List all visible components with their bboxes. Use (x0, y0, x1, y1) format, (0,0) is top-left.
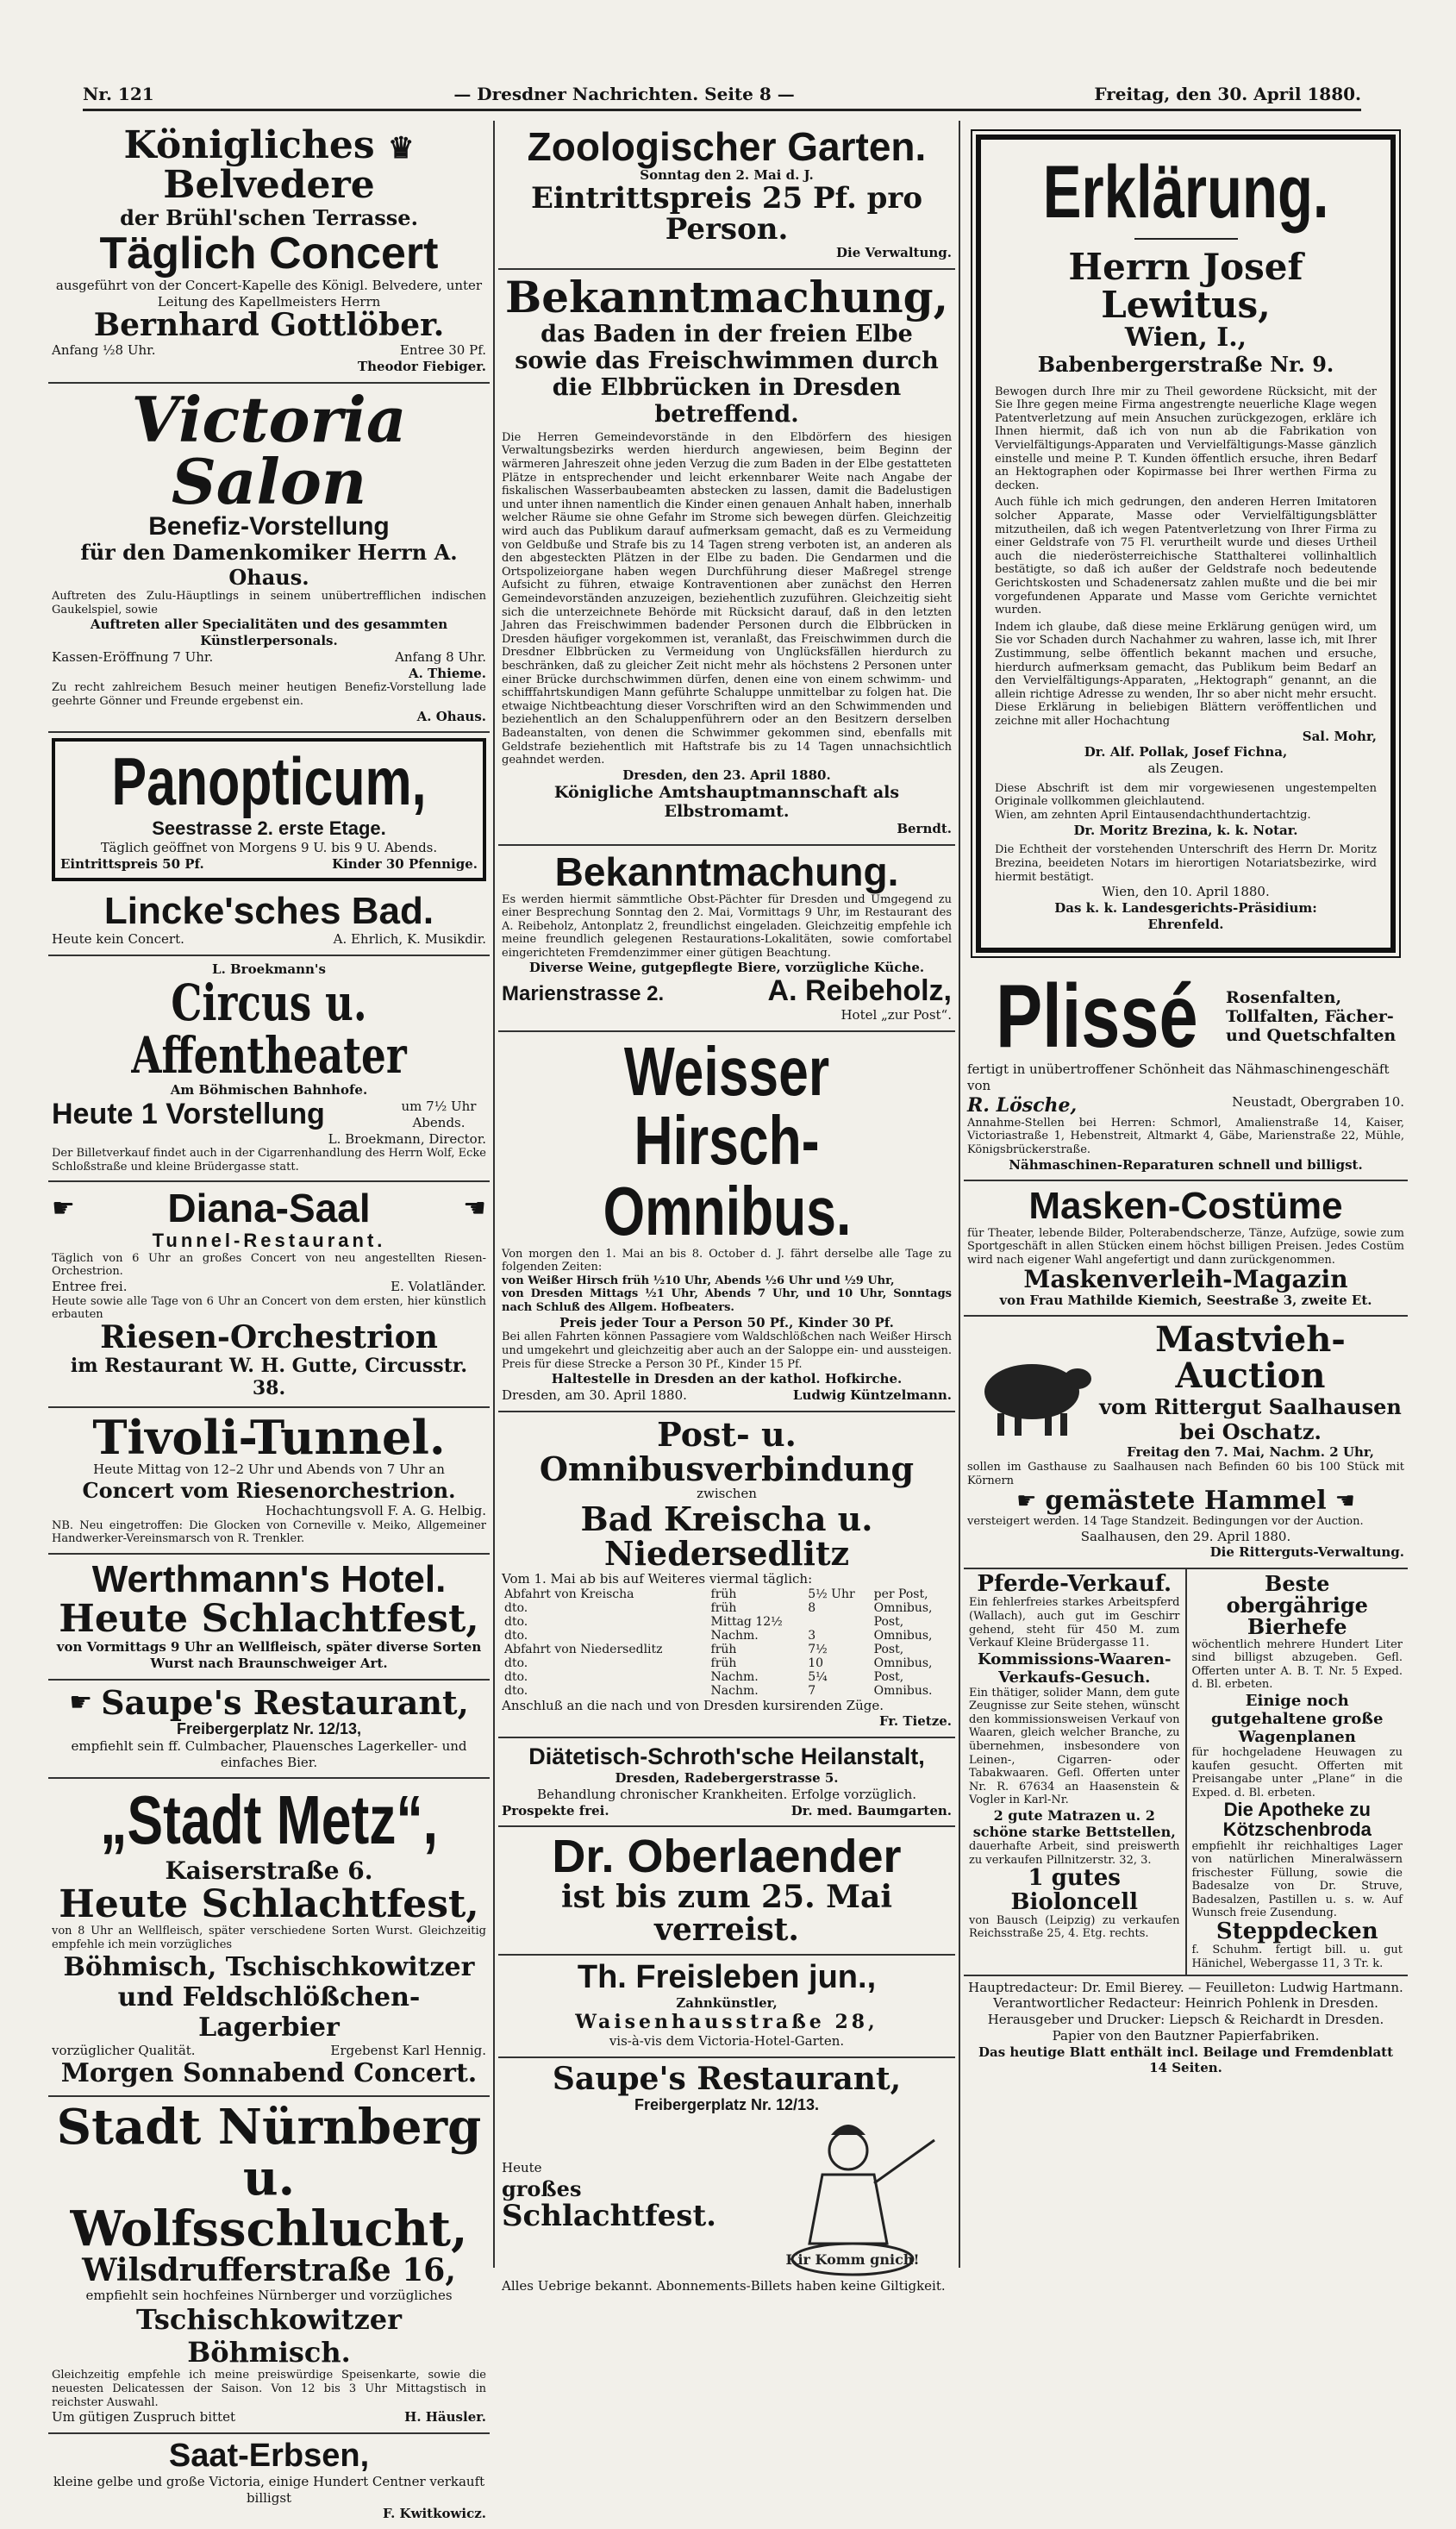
schroth-addr: Dresden, Radebergerstrasse 5. (615, 1770, 839, 1787)
victoria-title: Victoria Salon (131, 382, 407, 518)
plisse-side: Rosenfalten, Tollfalten, Fächer- und Quetschfalten (1226, 988, 1397, 1046)
post-foot: Anschluß an die nach und von Dresden kursirenden Züge. (502, 1697, 884, 1713)
belvedere-start: Anfang ½8 Uhr. (52, 342, 156, 359)
mastvieh-title: Mastvieh-Auction (1155, 1319, 1346, 1397)
mastvieh-date-2: Saalhausen, den 29. April 1880. (1080, 1528, 1291, 1544)
timetable-cell: früh (710, 1642, 737, 1656)
column-rule (959, 121, 960, 2268)
ad-bierhefe (1187, 1569, 1409, 1975)
victoria-line-2: Auftreten aller Specialitäten und des gesammten Künstlerpersonals. (90, 617, 448, 649)
circus-owner-top: L. Broekmann's (212, 961, 326, 977)
bierhefe-body-3: empfiehlt ihr reichhaltiges Lager von natürlichen Mineralwässern frischester Füllung, sowie die Badesalze von Dr. Struve, Badesalzen, Pastillen u. s. w. Auf Wunsch freie Zusendung. (1191, 1839, 1403, 1920)
metz-title: „Stadt Metz“, (100, 1781, 438, 1859)
ad-post-omnibus (498, 1412, 955, 1739)
circus-time: um 7½ Uhr Abends. (401, 1099, 477, 1130)
freisleben-near: vis-à-vis dem Victoria-Hotel-Garten. (609, 2033, 845, 2050)
ad-zoo (498, 121, 955, 270)
ad-circus (48, 956, 490, 1183)
erklaerung-p3: Indem ich glaube, daß diese meine Erklärung genügen wird, um Sie vor Schaden durch Nachahmer zu wahren, lasse ich, mit Ihrer Zustimmung, selbe öffentlich bekannt machen und ersuche, hierdurch aufmerksam gemacht, das Publikum beim Bedarf an den Vervielfältigungs-Apparaten, „Hektograph“ genannt, an die allein richtige Adresse zu wenden, Ihr so aber nicht mehr ersucht. Diese Erklärung in beliebigen Blättern veröffentlichen und zeichne mit aller Hochachtung (995, 620, 1377, 728)
timetable-cell: 8 (808, 1600, 816, 1615)
panopticum-title: Panopticum, (111, 743, 427, 820)
imprint-line-3: Herausgeber und Drucker: Liepsch & Reichardt in Dresden. (987, 2012, 1384, 2028)
werthmann-title: Werthmann's Hotel. (91, 1558, 447, 1601)
timetable-cell: Omnibus, (873, 1628, 933, 1643)
oberlaender-sub: ist bis zum 25. Mai verreist. (560, 1879, 892, 1948)
plisse-line-1: fertigt in unübertroffener Schönheit das Nähmaschinengeschäft von (967, 1061, 1390, 1094)
diana-entry: Entree frei. (52, 1278, 128, 1294)
ad-masken (964, 1181, 1408, 1317)
pointing-hand-icon: ☛ (69, 1687, 93, 1718)
tivoli-line-2: Concert vom Riesenorchestrion. (82, 1478, 456, 1504)
post-sign: Fr. Tietze. (879, 1713, 952, 1730)
timetable-cell: Nachm. (710, 1683, 759, 1698)
timetable-row (502, 1587, 952, 1601)
bek1-body: Die Herren Gemeindevorstände in den Elbdörfern des hiesigen Verwaltungsbezirks werden hierdurch angewiesen, beim Beginn der wärmeren Jahreszeit ohne jeden Verzug die zum Baden in der Elbe gestatteten Plätze in entsprechender und leicht erkennbarer Weite nach Angabe der fiskalischen Wasserbaubeamten abstecken zu lassen, damit die Badelustigen und unter ihnen namentlich die Kinder einen genauen Anhalt haben, innerhalb welcher Räume sie ohne Gefahr im Strome sich bewegen dürfen. Gleichzeitig wird auch das Publikum darauf aufmerksam gemacht, daß es zu Vermeidung von Geldbuße und Strafe bis zu 14 Tagen streng verboten ist, an anderen als den abgesteckten Plätzen in der Elbe zu baden. Die Gendarmen und die Ortspolizeiorgane haben wegen Durchführung dieser Maßregel strenge Aufsicht zu führen, etwaige Kontraventionen aber zunächst den Herren Gemeindevorständen anzuzeigen, beziehentlich zuzuführen. Gleichzeitig sieht sich die unterzeichnete Behörde mit Rücksicht darauf, daß in den letzten Jahren das Freischwimmen badender Personen durch die Elbbrücken in Dresden häufiger vorgekommen ist, veranlaßt, das Freischwimmen durch die Dresdner Elbbrücken zu Vermeidung von Unglücksfällen hierdurch zu beschränken, daß zu gleicher Zeit nicht mehr als höchstens 2 Personen unter einer Brücke durchschwimmen dürfen, denen eine von einem schwimm- und schifffahrtskundigen Mann geführte Schaluppe unmittelbar zu folgen hat. Die etwaige Nichtbeachtung dieser Vorschriften wird an den Schwimmenden und beziehentlich an den Schaluppenführern oder an den Besitzern derselben Badeanstalten, von denen die Schwimmer gekommen sind, ebenfalls mit Geldstrafe beziehentlich mit Haftstrafe bis zu 14 Tagen unnachsichtlich geahndet werden. (502, 430, 952, 767)
diana-sub: Tunnel-Restaurant. (152, 1229, 386, 1251)
freisleben-title: Th. Freisleben jun., (577, 1958, 877, 1995)
belvedere-owner: Theodor Fiebiger. (357, 359, 486, 375)
mastvieh-sign: Die Ritterguts-Verwaltung. (1209, 1544, 1404, 1561)
metz-sign: Ergebenst Karl Hennig. (330, 2042, 486, 2058)
erklaerung-judge: Ehrenfeld. (1147, 916, 1224, 932)
erklaerung-witness-2: als Zeugen. (1147, 761, 1224, 777)
pointing-hand-icon: ☚ (1334, 1488, 1355, 1515)
saupe2-title: Saupe's Restaurant, (552, 2061, 902, 2098)
panopticum-addr: Seestrasse 2. erste Etage. (152, 817, 386, 840)
timetable-cell: 5¼ (808, 1669, 828, 1684)
mastvieh-line-1: sollen im Gasthause zu Saalhausen nach Befinden 60 bis 100 Stück mit Körnern (967, 1461, 1404, 1487)
timetable-cell: Omnibus, (873, 1600, 933, 1615)
ad-schroth (498, 1738, 955, 1827)
mastvieh-line-2: versteigert werden. 14 Tage Standzeit. Bedingungen vor der Auction. (967, 1514, 1364, 1528)
pferde-sub-2: 2 gute Matrazen u. 2 schöne starke Bettstellen, (972, 1807, 1176, 1841)
timetable-cell: 7½ (808, 1642, 828, 1656)
post-route: Bad Kreischa u. Niedersedlitz (580, 1499, 873, 1574)
plisse-line-3: Nähmaschinen-Reparaturen schnell und billigst. (1009, 1156, 1363, 1173)
hirsch-line-3: von Dresden Mittags ½1 Uhr, Abends 7 Uhr, und 10 Uhr, Sonntags nach Schluß des Allgem. Hofbeaters. (502, 1287, 952, 1315)
pferde-sub: Kommissions-Waaren-Verkaufs-Gesuch. (978, 1649, 1172, 1687)
erklaerung-street: Babenbergerstraße Nr. 9. (1037, 351, 1334, 377)
imprint (964, 1975, 1408, 2081)
masken-sub: Maskenverleih-Magazin (1023, 1265, 1348, 1294)
tivoli-line-4: NB. Neu eingetroffen: Die Glocken von Corneville v. Meiko, Allgemeiner Handwerker-Vereinsmarsch von R. Trenkler. (52, 1518, 486, 1546)
timetable-row (502, 1615, 952, 1629)
erklaerung-to: Herrn Josef Lewitus, (1068, 246, 1303, 327)
ad-belvedere (48, 121, 490, 384)
timetable-cell: Nachm. (710, 1628, 759, 1643)
saupe2-heute: Heute (502, 2160, 542, 2176)
saupe2-grosses: großes (502, 2175, 582, 2201)
bierhefe-sub: Einige noch gutgehaltene große Wagenplanen (1211, 1691, 1384, 1746)
bierhefe-body-2: für hochgeladene Heuwagen zu kaufen gesucht. Offerten mit Preisangabe unter „Plane“ in die Exped. d. Bl. erbeten. (1191, 1745, 1403, 1800)
bek2-hotel: Hotel „zur Post“. (840, 1006, 952, 1023)
saat-line: kleine gelbe und große Victoria, einige Hundert Centner verkauft billigst (53, 2473, 485, 2506)
zoo-title: Zoologischer Garten. (527, 124, 927, 169)
bek2-addr: Marienstrasse 2. (502, 982, 665, 1006)
post-title: Post- u. Omnibusverbindung (539, 1414, 915, 1488)
nuernberg-line-1: empfiehlt sein hochfeines Nürnberger und vorzügliches (85, 2287, 453, 2303)
timetable-cell: Abfahrt von Niedersedlitz (504, 1642, 663, 1656)
column-rule (493, 121, 495, 2268)
plisse-name: R. Lösche, (967, 1093, 1078, 1117)
ad-freisleben (498, 1956, 955, 2058)
erklaerung-date: Wien, den 10. April 1880. (1102, 884, 1270, 900)
zoo-entry: Eintrittspreis 25 Pf. pro Person. (530, 181, 923, 247)
victoria-sign: A. Ohaus. (416, 708, 486, 724)
imprint-line-4: Papier von den Bautzner Papierfabriken. (1052, 2027, 1320, 2044)
bierhefe-step: Steppdecken (1215, 1919, 1378, 1945)
erklaerung-city: Wien, I., (1124, 322, 1247, 354)
circus-show: Heute 1 Vorstellung (52, 1097, 325, 1130)
timetable-row (502, 1684, 952, 1698)
ad-oberlaender (498, 1827, 955, 1955)
metz-quality: vorzüglicher Qualität. (52, 2042, 196, 2058)
victoria-line-3: Zu recht zahlreichem Besuch meiner heutigen Benefiz-Vorstellung lade geehrte Gönner und Freunde ergebenst ein. (52, 681, 486, 709)
ad-panopticum (52, 738, 486, 880)
post-timetable (502, 1587, 952, 1698)
sheep-icon (967, 1344, 1097, 1439)
post-note: Vom 1. Mai ab bis auf Weiteres viermal täglich: (502, 1570, 813, 1587)
hirsch-date: Dresden, am 30. April 1880. (502, 1387, 687, 1403)
cook-illustration-icon (771, 2114, 952, 2278)
bek1-sub: das Baden in der freien Elbe sowie das Freischwimmen durch die Elbbrücken in Dresden betreffend. (515, 320, 939, 428)
schroth-dr: Dr. med. Baumgarten. (790, 1802, 952, 1819)
mastvieh-where: vom Rittergut Saalhausen bei Oschatz. (1099, 1394, 1402, 1445)
timetable-cell: Omnibus, (873, 1656, 933, 1670)
victoria-open: Kassen-Eröffnung 7 Uhr. (52, 648, 214, 665)
mastvieh-sub: gemästete Hammel (1045, 1486, 1327, 1517)
diana-owner: E. Volatländer. (391, 1278, 486, 1294)
zoo-sign: Die Verwaltung. (836, 245, 952, 261)
nuernberg-sign: H. Häusler. (404, 2409, 486, 2426)
pferde-sub-3: 1 gutes Bioloncell (1010, 1865, 1138, 1915)
metz-sub: Heute Schlachtfest, (59, 1882, 479, 1927)
erklaerung-p1: Bewogen durch Ihre mir zu Theil gewordene Rücksicht, mit der Sie Ihre gegen meine Firma angestrengte neuerliche Klage wegen Patentverletzung auf mein Ansuchen zurückgezogen, erkläre ich Ihnen hiermit, daß ich von nun ab die Fabrikation von Vervielfältigungs-Apparaten und Vervielfältigungs-Masse gänzlich einstelle und meine P. T. Kunden öffentlich ersuche, ihren Bedarf an Hektographen oder Kopirmasse bei Ihrer werthen Firma zu decken. (995, 385, 1377, 492)
pferde-body-3: dauerhafte Arbeit, sind preiswerth zu verkaufen Pillnitzerstr. 32, 3. (969, 1840, 1180, 1867)
timetable-row (502, 1629, 952, 1643)
timetable-row (502, 1656, 952, 1670)
divider (1134, 238, 1238, 240)
timetable-cell: früh (710, 1656, 737, 1670)
bek2-body: Es werden hiermit sämmtliche Obst-Pächter für Dresden und Umgegend zu einer Besprechung Sonntag den 2. Mai, Vormittags 9 Uhr, im Restaurant des A. Reibeholz, Antonplatz 2, freundlichst eingeladen. Gleichzeitig empfehle ich meine freundlich gelegenen Restaurations-Lokalitäten, sowie comfortabel eingerichteten Fremdenzimmer einer gütigen Beachtung. (502, 892, 952, 960)
saupe1-title: Saupe's Restaurant, (101, 1682, 469, 1722)
diana-note: Heute sowie alle Tage von 6 Uhr an Concert von dem ersten, hier künstlich erbauten (52, 1294, 486, 1322)
nuernberg-line-3: Um gütigen Zuspruch bittet (52, 2409, 236, 2426)
victoria-start: Anfang 8 Uhr. (395, 648, 486, 665)
diana-title: Diana-Saal (167, 1186, 371, 1231)
paper-title: — Dresdner Nachrichten. Seite 8 — (453, 84, 795, 104)
circus-title: Circus u. Affentheater (131, 973, 407, 1086)
timetable-cell: 10 (808, 1656, 824, 1670)
panopticum-kids: Kinder 30 Pfennige. (332, 856, 478, 873)
erklaerung-sign: Sal. Mohr, (1302, 728, 1377, 744)
timetable-cell: Post, (873, 1669, 904, 1684)
metz-addr: Kaiserstraße 6. (165, 1856, 373, 1886)
timetable-cell (805, 1615, 871, 1629)
schroth-title: Diätetisch-Schroth'sche Heilanstalt, (528, 1743, 925, 1770)
ad-werthmann (48, 1555, 490, 1681)
belvedere-desc: ausgeführt von der Concert-Kapelle des Königl. Belvedere, unter Leitung des Kapellmeisters Herrn (55, 277, 483, 310)
masken-owner: von Frau Mathilde Kiemich, Seestraße 3, zweite Et. (999, 1292, 1372, 1308)
erklaerung-witness-1: Dr. Alf. Pollak, Josef Fichna, (1084, 744, 1288, 761)
timetable-cell: früh (710, 1587, 737, 1601)
timetable-cell: dto. (504, 1600, 528, 1615)
belvedere-title-a: Königliches (123, 123, 375, 167)
oberlaender-title: Dr. Oberlaender (552, 1831, 902, 1883)
pointing-hand-icon: ☚ (463, 1193, 486, 1224)
timetable-cell: per Post, (873, 1587, 928, 1601)
timetable-cell: Omnibus. (873, 1683, 933, 1698)
saupe2-fest: Schlachtfest. (502, 2198, 716, 2233)
bek2-title: Bekanntmachung. (554, 849, 899, 895)
column-3 (964, 121, 1408, 2268)
saat-sign: F. Kwitkowicz. (382, 2506, 486, 2522)
saupe2-addr: Freibergerplatz Nr. 12/13. (634, 2095, 820, 2113)
metz-beer-2: und Feldschlößchen-Lagerbier (117, 1981, 421, 2043)
panopticum-entry: Eintrittspreis 50 Pf. (60, 856, 204, 873)
ad-lincke-bad (48, 886, 490, 956)
timetable-row (502, 1643, 952, 1656)
zoo-date: Sonntag den 2. Mai d. J. (640, 167, 814, 184)
hirsch-line-4: Preis jeder Tour a Person 50 Pf., Kinder 30 Pf. (559, 1314, 894, 1330)
ad-diana-saal (48, 1182, 490, 1407)
masken-title: Masken-Costüme (1028, 1185, 1343, 1228)
ad-saat-erbsen (48, 2434, 490, 2529)
timetable-row (502, 1601, 952, 1615)
ad-tivoli (48, 1408, 490, 1555)
imprint-line-5: Das heutige Blatt enthält incl. Beilage und Fremdenblatt 14 Seiten. (978, 2044, 1394, 2076)
hirsch-sign: Ludwig Küntzelmann. (792, 1387, 952, 1403)
erklaerung-p4: Diese Abschrift ist dem mir vorgewiesenen ungestempelten Originale vollkommen gleichlautend. (995, 781, 1377, 809)
bierhefe-body: wöchentlich mehrere Hundert Liter sind billigst abzugeben. Gefl. Offerten unter A. B. T. Nr. 5 Exped. d. Bl. erbeten. (1191, 1637, 1403, 1692)
pferde-body-4: von Bausch (Leipzig) zu verkaufen Reichsstraße 25, 4. Etg. rechts. (969, 1913, 1180, 1941)
timetable-cell: 3 (808, 1628, 816, 1643)
hirsch-title-1: Weisser Hirsch- (623, 1032, 830, 1179)
ad-mastvieh (964, 1317, 1408, 1569)
pferde-body-2: Ein thätiger, solider Mann, dem gute Zeugnisse zur Seite stehen, wünscht den kommissionsweisen Verkauf von Waaren, gleich welcher Branche, zu übernehmen, insbesondere von Leinen-, Cigarren- oder Tabakwaaren. Gefl. Offerten unter Nr. R. 67634 an Haasenstein & Vogler in Karl-Nr. (969, 1686, 1180, 1807)
freisleben-job: Zahnkünstler, (676, 1994, 778, 2011)
circus-tickets: Der Billetverkauf findet auch in der Cigarrenhandlung des Herrn Wolf, Ecke Schloßstraße und kleine Brüdergasse statt. (52, 1147, 486, 1174)
belvedere-entry: Entree 30 Pf. (399, 342, 486, 359)
nuernberg-title-2: u. Wolfsschlucht, (70, 2150, 468, 2258)
timetable-cell: dto. (504, 1614, 528, 1629)
pferde-title: Pferde-Verkauf. (977, 1571, 1172, 1598)
timetable-cell: Mittag 12½ (710, 1614, 783, 1629)
imprint-line-1: Hauptredacteur: Dr. Emil Bierey. — Feuilleton: Ludwig Hartmann. (968, 1979, 1403, 1995)
tivoli-title: Tivoli-Tunnel. (92, 1409, 446, 1465)
crown-eagle-icon: ♛ (387, 131, 415, 166)
hirsch-line-2: von Weißer Hirsch früh ½10 Uhr, Abends ½6 Uhr und ½9 Uhr, (502, 1274, 895, 1287)
ad-plisse (964, 967, 1408, 1181)
freisleben-addr: Waisenhausstraße 28, (575, 2011, 878, 2034)
bek1-name: Berndt. (897, 821, 952, 837)
hirsch-title-2: Omnibus. (603, 1172, 851, 1249)
timetable-cell: 7 (808, 1683, 816, 1698)
mastvieh-date: Freitag den 7. Mai, Nachm. 2 Uhr, (1127, 1444, 1374, 1461)
small-ads-row (964, 1569, 1408, 1975)
post-between: zwischen (697, 1486, 757, 1502)
timetable-cell: Post, (873, 1642, 904, 1656)
saupe1-line: empfiehlt sein ff. Culmbacher, Plauensches Lagerkeller- und einfaches Bier. (71, 1737, 467, 1770)
ad-stadt-nuernberg (48, 2097, 490, 2433)
victoria-line-1: Auftreten des Zulu-Häuptlings in seinem unübertrefflichen indischen Gaukelspiel, sowie (52, 590, 486, 617)
belvedere-title-b: Belvedere (163, 163, 375, 208)
page-header (83, 79, 1361, 111)
werthmann-sub: Heute Schlachtfest, (59, 1597, 479, 1642)
lincke-director: A. Ehrlich, K. Musikdir. (333, 930, 486, 947)
masken-line: für Theater, lebende Bilder, Polterabendscherze, Tänze, Aufzüge, sowie zum Sportgeschäft in allen Stücken einem höchst billigen Preisen. Jedes Costüm wird nach eigener Wahl angefertigt und dann zurückgenommen. (967, 1226, 1404, 1267)
timetable-cell: dto. (504, 1669, 528, 1684)
ad-weisser-hirsch (498, 1032, 955, 1412)
bek1-title: Bekanntmachung, (504, 272, 949, 323)
bek2-name: A. Reibeholz, (767, 974, 952, 1008)
tivoli-line-3: Hochachtungsvoll F. A. G. Helbig. (265, 1503, 486, 1519)
lincke-title: Lincke'sches Bad. (103, 889, 434, 932)
issue-date: Freitag, den 30. April 1880. (1094, 84, 1361, 104)
erklaerung-p2: Auch fühle ich mich gedrungen, den anderen Herren Imitatoren solcher Apparate, Masse oder Vervielfältigungsblätter mitzutheilen, daß ich wegen Patentverletzung von Ihrer Firma zu einer Geldstrafe von 75 Fl. verurtheilt wurde und dieses Urtheil auch die niederösterreichische Statthalterei vollinhaltlich bestätigte, so daß ich außer der Geldstrafe noch bedeutende Gerichtskosten und Schadenersatz zahlen mußte und die bei mir vorgefundenen Apparate und Masse vom Gerichte vernichtet wurden. (995, 496, 1377, 617)
column-1 (48, 121, 490, 2522)
metz-concert: Morgen Sonnabend Concert. (60, 2058, 478, 2089)
ad-saupe-1 (48, 1681, 490, 1779)
timetable-cell: Nachm. (710, 1669, 759, 1684)
timetable-cell: dto. (504, 1683, 528, 1698)
timetable-cell: Abfahrt von Kreischa (504, 1587, 634, 1601)
timetable-cell: dto. (504, 1656, 528, 1670)
timetable-cell: 5½ Uhr (808, 1587, 855, 1601)
victoria-manager: A. Thieme. (408, 665, 486, 681)
saupe2-banner: Kir Komm gnich! (785, 2250, 920, 2268)
pointing-hand-icon: ☛ (1016, 1488, 1037, 1515)
saupe2-foot: Alles Uebrige bekannt. Abonnements-Billets haben keine Giltigkeit. (502, 2277, 946, 2294)
erklaerung-p6: Die Echtheit der vorstehenden Unterschrift des Herrn Dr. Moritz Brezina, beeideten Notars im hierortigen Notariatsbezirke, wird hiermit bestätigt. (995, 843, 1377, 884)
erklaerung-notary: Dr. Moritz Brezina, k. k. Notar. (1073, 822, 1298, 838)
nuernberg-beer: Tschischkowitzer Böhmisch. (136, 2303, 402, 2369)
metz-line: von 8 Uhr an Wellfleisch, später verschiedene Sorten Wurst. Gleichzeitig empfehle ich mein vorzügliches (52, 1925, 486, 1952)
bierhefe-body-4: f. Schuhm. fertigt bill. u. gut Hänichel, Webergasse 11, 3 Tr. k. (1191, 1944, 1403, 1970)
plisse-title: Plissé (996, 967, 1198, 1067)
ad-saupe-2 (498, 2058, 955, 2301)
belvedere-sub: der Brühl'schen Terrasse. (120, 205, 418, 231)
issue-number: Nr. 121 (83, 84, 154, 104)
lincke-today: Heute kein Concert. (52, 930, 184, 947)
ad-bekanntmachung-1 (498, 270, 955, 846)
belvedere-concert: Täglich Concert (99, 228, 439, 279)
nuernberg-line-2: Gleichzeitig empfehle ich meine preiswürdige Speisenkarte, sowie die neuesten Delicatessen der Saison. Von 12 bis 3 Uhr Mittagstisch in reichster Auswahl. (52, 2369, 486, 2409)
nuernberg-title-1: Stadt Nürnberg (56, 2099, 482, 2157)
riesen-where: im Restaurant W. H. Gutte, Circusstr. 38. (70, 1354, 468, 1399)
circus-loc: Am Böhmischen Bahnhofe. (170, 1082, 368, 1099)
bierhefe-apo: Die Apotheke zu Kötzschenbroda (1222, 1799, 1372, 1841)
circus-director: L. Broekmann, Director. (328, 1130, 486, 1147)
hirsch-line-5: Bei allen Fahrten können Passagiere vom Waldschlößchen nach Weißer Hirsch und umgekehrt und gleichzeitig aber auch an der Saloppe ein- und aussteigen. Preis für diese Strecke a Person 30 Pf., Kinder 15 Pf. (502, 1330, 952, 1371)
diana-daily: Täglich von 6 Uhr an großes Concert von neu angestellten Riesen-Orchestrion. (52, 1251, 486, 1279)
timetable-row (502, 1670, 952, 1684)
imprint-line-2: Verantwortlicher Redacteur: Heinrich Pohlenk in Dresden. (993, 1995, 1378, 2012)
timetable-cell: dto. (504, 1628, 528, 1643)
victoria-benefit: Benefiz-Vorstellung (148, 511, 390, 541)
schroth-pro: Prospekte frei. (502, 1802, 609, 1819)
werthmann-line: von Vormittags 9 Uhr an Wellfleisch, später diverse Sorten Wurst nach Braunschweiger Art. (56, 1639, 482, 1672)
bek1-date: Dresden, den 23. April 1880. (622, 767, 831, 783)
schroth-line: Behandlung chronischer Krankheiten. Erfolge vorzüglich. (536, 1786, 917, 1802)
pferde-body: Ein fehlerfreies starkes Arbeitspferd (Wallach), auch gut im Geschirr gehend, steht für 450 M. zum Verkauf Kleine Brüdergasse 11. (969, 1596, 1180, 1650)
bek1-sign: Königliche Amtshauptmannschaft als Elbstromamt. (553, 783, 900, 822)
ad-pferde (964, 1569, 1187, 1975)
plisse-addr: Neustadt, Obergraben 10. (1232, 1093, 1404, 1110)
erklaerung-court: Das k. k. Landesgerichts-Präsidium: (1054, 899, 1317, 916)
ad-victoria-salon (48, 384, 490, 734)
saat-title: Saat-Erbsen, (168, 2437, 370, 2474)
column-2 (498, 121, 955, 2294)
metz-beer-1: Böhmisch, Tschischkowitzer (63, 1951, 475, 1982)
panopticum-hours: Täglich geöffnet von Morgens 9 U. bis 9 U. Abends. (100, 840, 438, 856)
erklaerung-title: Erklärung. (1042, 151, 1329, 234)
saupe1-addr: Freibergerplatz Nr. 12/13, (176, 1719, 362, 1737)
ad-stadt-metz (48, 1779, 490, 2097)
victoria-for: für den Damenkomiker Herrn A. Ohaus. (80, 540, 458, 591)
plisse-line-2: Annahme-Stellen bei Herren: Schmorl, Amalienstraße 14, Kaiser, Victoriastraße 1, Hebenstreit, Altmarkt 4, Gäbe, Marienstraße 22, Mühle, Königsbrückerstraße. (967, 1116, 1404, 1157)
timetable-cell: früh (710, 1600, 737, 1615)
bierhefe-title: Beste obergährige Bierhefe (1226, 1571, 1368, 1640)
hirsch-line-1: Von morgen den 1. Mai an bis 8. October d. J. fährt derselbe alle Tage zu folgenden Zeiten: (502, 1247, 952, 1274)
erklaerung-p5: Wien, am zehnten April Eintausendachthundertachtzig. (995, 808, 1311, 822)
bek2-wines: Diverse Weine, gutgepflegte Biere, vorzügliche Küche. (528, 960, 925, 976)
belvedere-conductor: Bernhard Gottlöber. (93, 307, 445, 344)
tivoli-line-1: Heute Mittag von 12–2 Uhr und Abends von 7 Uhr an (93, 1462, 445, 1478)
timetable-cell: Post, (873, 1614, 904, 1629)
hirsch-line-6: Haltestelle in Dresden an der kathol. Hofkirche. (551, 1371, 903, 1387)
nuernberg-addr: Wilsdrufferstraße 16, (82, 2251, 456, 2288)
ad-bekanntmachung-2 (498, 846, 955, 1031)
pointing-hand-icon: ☛ (52, 1193, 75, 1224)
riesen-title: Riesen-Orchestrion (100, 1318, 438, 1355)
ad-erklaerung (976, 135, 1396, 953)
